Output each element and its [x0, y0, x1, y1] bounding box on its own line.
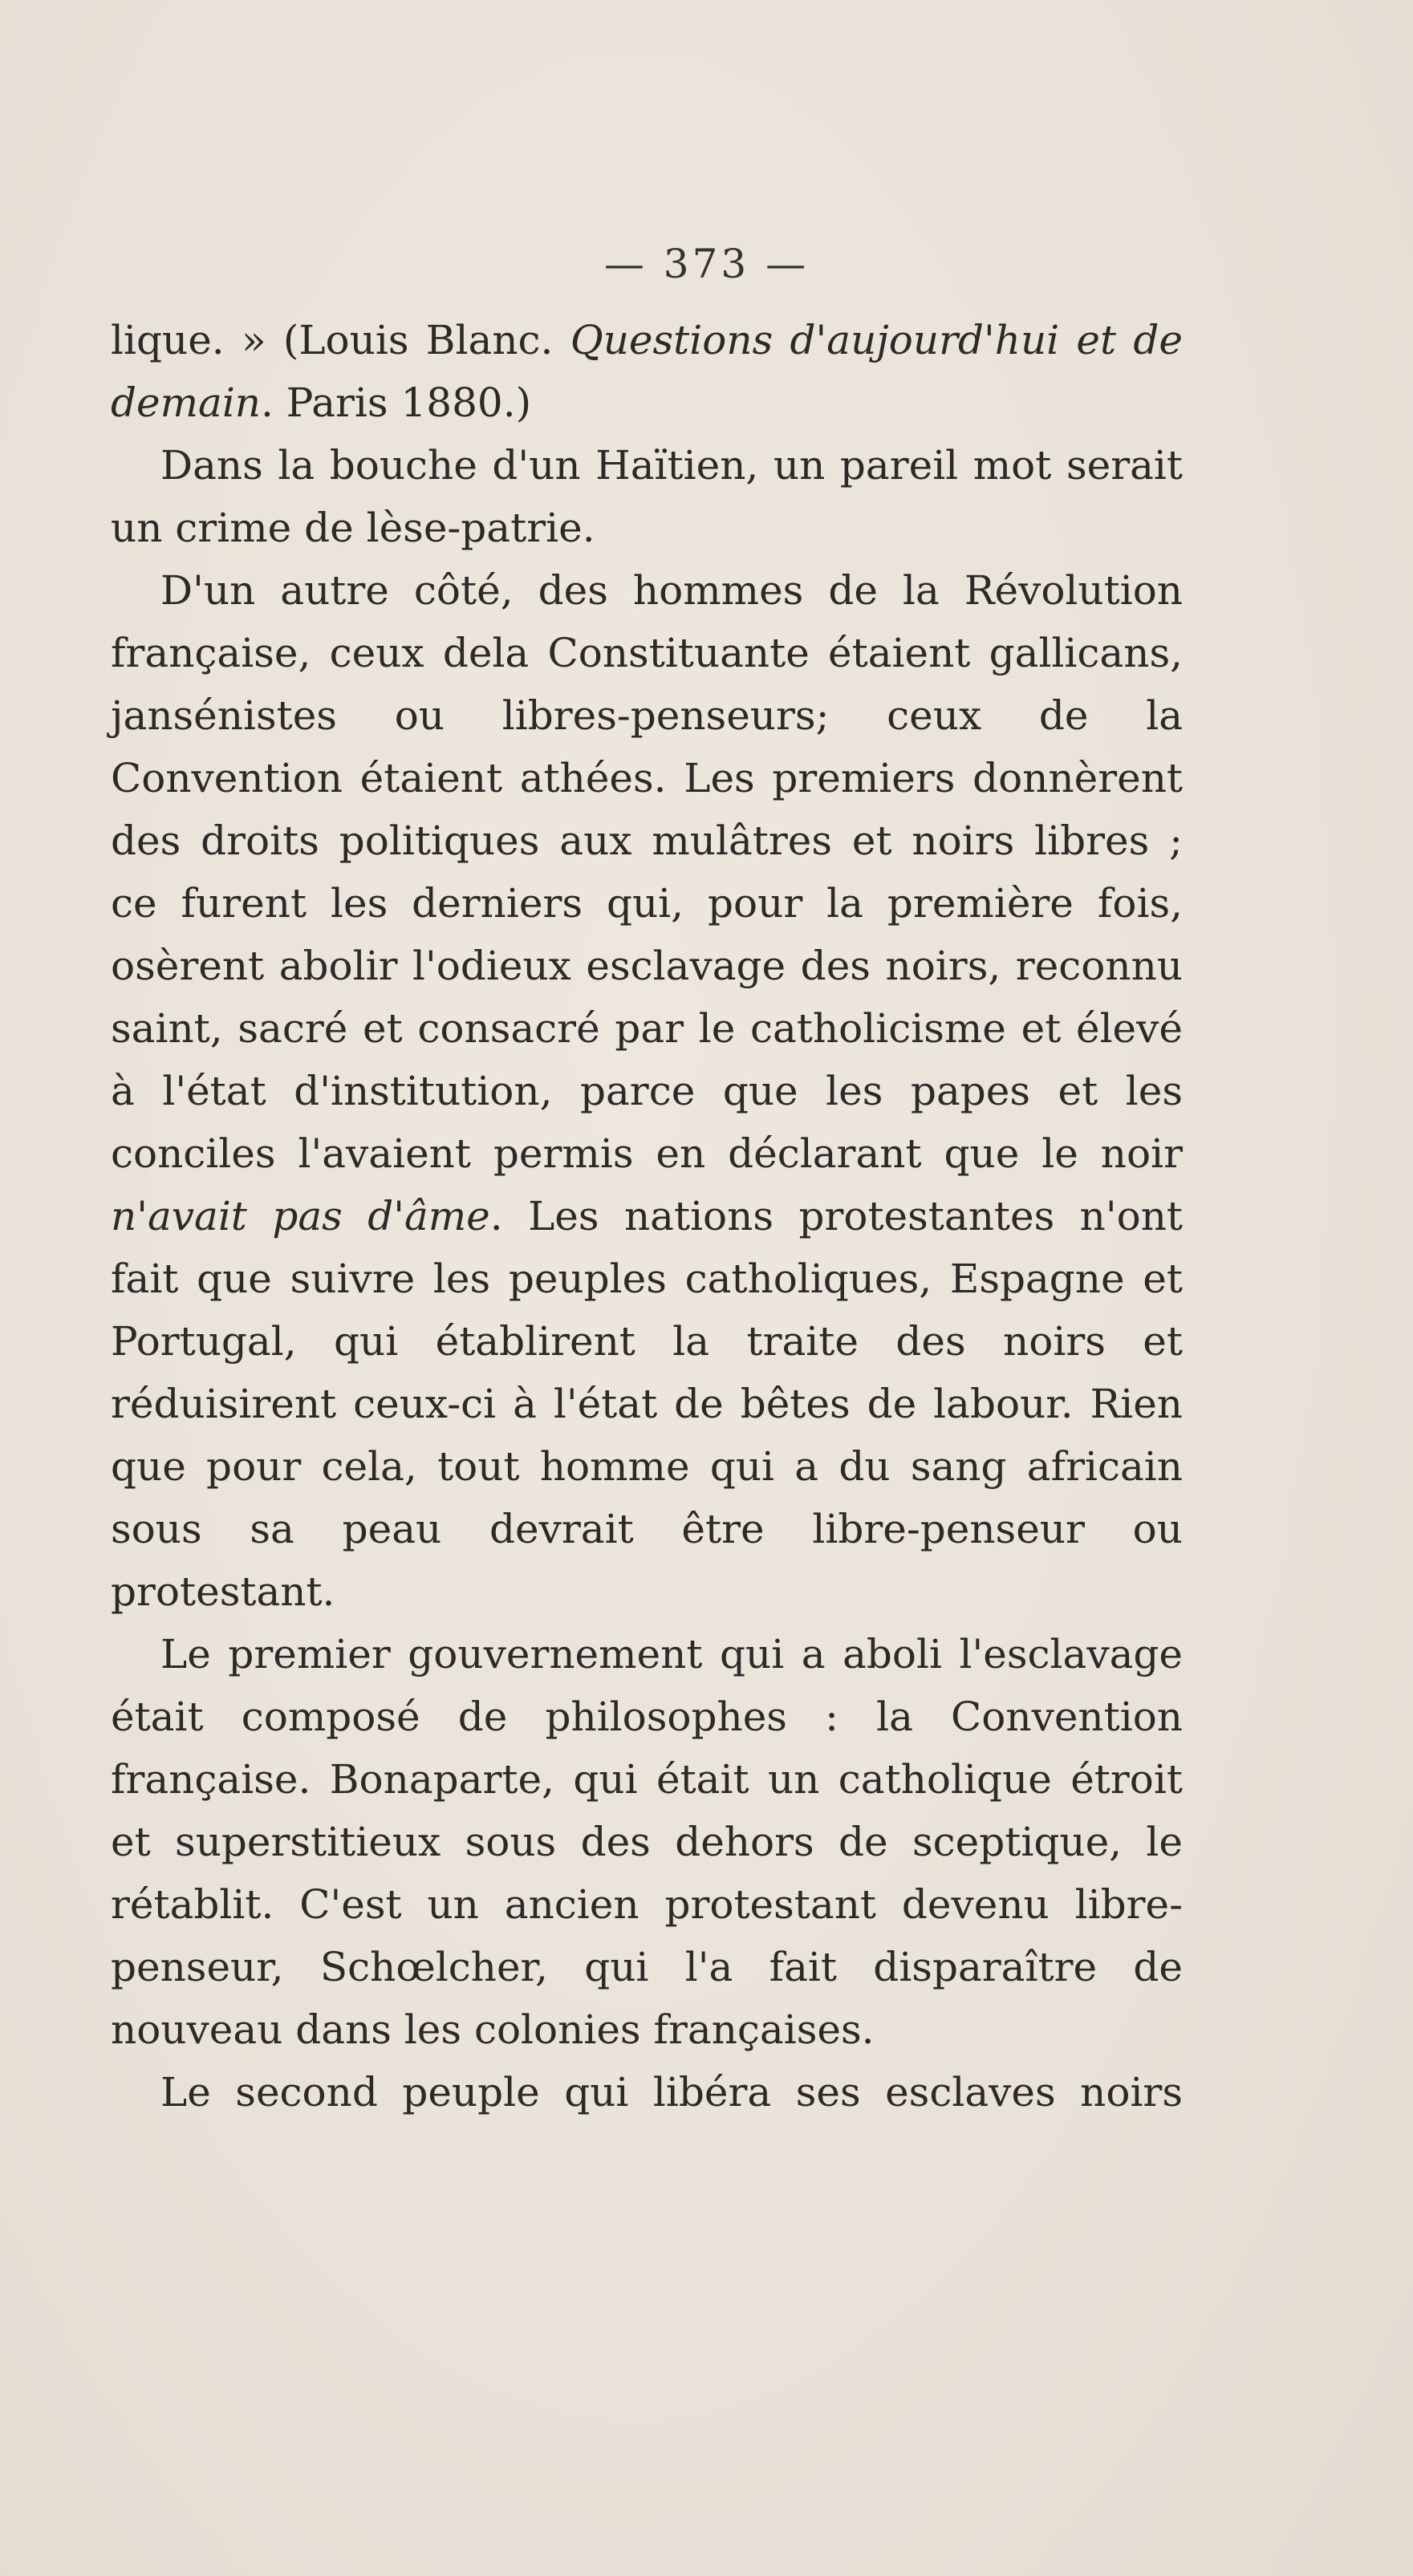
paragraph-3 [111, 559, 1183, 1623]
paragraph-4: Le premier gouvernement qui a aboli l'esclavage était composé de philosophes : la Convention française. Bonaparte, qui était un catholique étroit et superstitieux sous des dehors de sceptique, le rétablit. C'est un ancien protestant devenu libre-penseur, Schœlcher, qui l'a fait disparaître de nouveau dans les colonies françaises. [111, 1631, 1183, 2053]
paragraph-1-text-a: lique. » (Louis Blanc. [111, 317, 570, 363]
paragraph-3-text-a: D'un autre côté, des hommes de la Révolution française, ceux dela Constituante étaient gallicans, jansénistes ou libres-penseurs; ceux de la Convention étaient athées. Les premiers donnèrent des droits politiques aux mulâtres et noirs libres ; ce furent les derniers qui, pour la première fois, osèrent abolir l'odieux esclavage des noirs, reconnu saint, sacré et consacré par le catholicisme et élevé à l'état d'institution, parce que les papes et les conciles l'avaient permis en déclarant que le noir [111, 567, 1183, 1177]
page-number: — 373 — [603, 241, 810, 287]
paragraph-3-text-b: . Les nations protestantes n'ont fait que suivre les peuples catholiques, Espagne et Portugal, qui établirent la traite des noirs et réduisirent ceux-ci à l'état de bêtes de labour. Rien que pour cela, tout homme qui a du sang africain sous sa peau devrait être libre-penseur ou protestant. [111, 1193, 1183, 1615]
italic-phrase: n'avait pas d'âme [111, 1193, 490, 1239]
paragraph-1-text-b: . Paris 1880.) [261, 379, 532, 426]
book-title: Questions d'aujourd'hui et de demain [111, 317, 1183, 426]
paragraph-5: Le second peuple qui libéra ses esclaves noirs [160, 2069, 1183, 2116]
body-text [111, 309, 1183, 2124]
paragraph-2: Dans la bouche d'un Haïtien, un pareil mot serait un crime de lèse-patrie. [111, 442, 1183, 551]
paragraph-1 [111, 309, 1183, 434]
